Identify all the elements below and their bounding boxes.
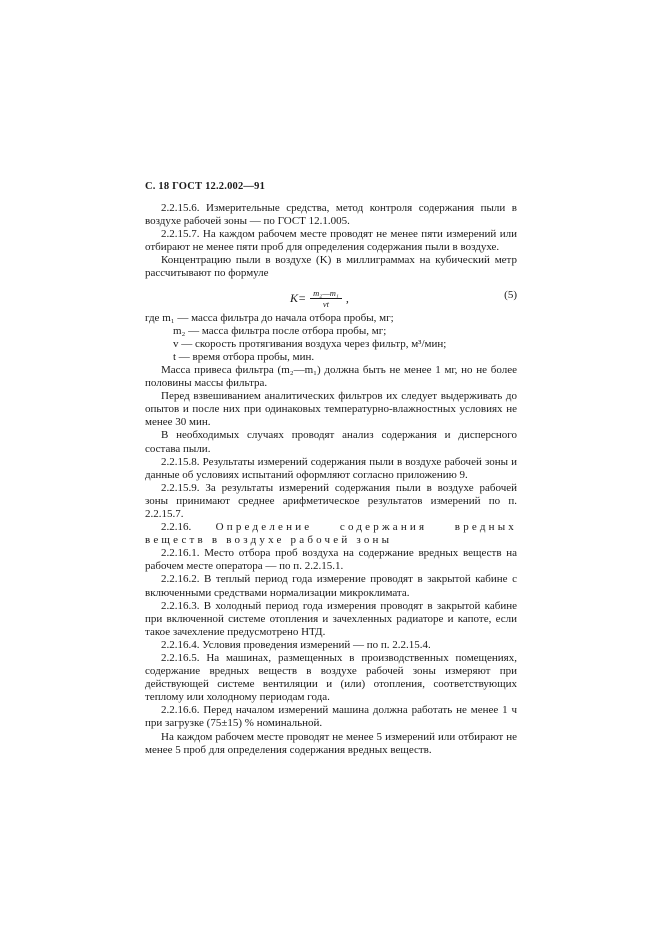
paragraph: 2.2.16.4. Условия проведения измерений — по п. 2.2.15.4. bbox=[161, 638, 431, 651]
formula-block bbox=[145, 283, 517, 311]
paragraph: Масса привеса фильтра (m₂—m₁) должна быть не менее 1 мг, но не более половины массы фильтра. bbox=[145, 363, 517, 390]
paragraph: 2.2.16.3. В холодный период года измерения проводят в закрытой кабине при включенной системе отопления и зачехленных радиаторе и капоте, если такое зачехление предусмотрено НТД. bbox=[145, 599, 517, 638]
definition-line: v — скорость протягивания воздуха через фильтр, м³/мин; bbox=[173, 337, 447, 350]
paragraph: 2.2.16.2. В теплый период года измерение проводят в закрытой кабине с включенными средствами нормализации микроклимата. bbox=[145, 573, 517, 599]
paragraph: 2.2.15.6. Измерительные средства, метод контроля содержания пыли в воздухе рабочей зоны — по ГОСТ 12.1.005. bbox=[145, 202, 517, 228]
page-header: С. 18 ГОСТ 12.2.002—91 bbox=[145, 181, 266, 192]
paragraph: 2.2.16.6. Перед началом измерений машина должна работать не менее 1 ч при загрузке (75±15) % номинальной. bbox=[145, 704, 517, 730]
paragraph: 2.2.15.7. На каждом рабочем месте проводят не менее пяти измерений или отбирают не менее пяти проб для определения содержания пыли в воздухе. bbox=[145, 228, 517, 254]
formula-denominator: vt bbox=[322, 298, 330, 309]
formula-expression bbox=[290, 288, 349, 309]
paragraph: 2.2.16.5. На машинах, размещенных в производственных помещениях, содержание вредных веществ в воздухе рабочей зоны измеряют при действующей системе вентиляции и (или) отопления, соответствующих теплому или холодному периодам года. bbox=[145, 652, 517, 704]
paragraph: На каждом рабочем месте проводят не менее 5 измерений или отбирают не менее 5 проб для определения содержания вредных веществ. bbox=[145, 730, 517, 756]
section-title: Определение содержания вредных веществ в воздухе рабочей зоны bbox=[145, 521, 517, 547]
paragraph: 2.2.15.8. Результаты измерений содержания пыли в воздухе рабочей зоны и данные об условиях испытаний оформляют согласно приложению 9. bbox=[145, 455, 517, 481]
paragraph: 2.2.16.1. Место отбора проб воздуха на содержание вредных веществ на рабочем месте оператора — по п. 2.2.15.1. bbox=[145, 547, 517, 573]
paragraph: Перед взвешиванием аналитических фильтров их следует выдерживать до опытов и после них при одинаковых температурно-влажностных условиях не менее 30 мин. bbox=[145, 390, 517, 429]
document-body bbox=[145, 202, 517, 757]
formula-numerator: m₂—m₁ bbox=[310, 288, 342, 299]
formula-fraction bbox=[310, 288, 342, 309]
paragraph: 2.2.15.9. За результаты измерений содержания пыли в воздухе рабочей зоны принимают среднее арифметическое результатов измерений по п. 2.2.15.7. bbox=[145, 481, 517, 520]
paragraph: Концентрацию пыли в воздухе (K) в миллиграммах на кубический метр рассчитывают по формуле bbox=[145, 254, 517, 280]
formula-lhs: K= bbox=[290, 290, 307, 305]
variable-definitions bbox=[145, 312, 517, 364]
section-heading bbox=[145, 521, 517, 547]
definition-line: t — время отбора пробы, мин. bbox=[173, 350, 315, 363]
definition-line: m₂ — масса фильтра после отбора пробы, мг; bbox=[173, 324, 387, 337]
formula-number: (5) bbox=[504, 288, 517, 301]
section-number: 2.2.16. bbox=[161, 521, 192, 534]
paragraph: В необходимых случаях проводят анализ содержания и дисперсного состава пыли. bbox=[145, 429, 517, 455]
definition-line: где m₁ — масса фильтра до начала отбора пробы, мг; bbox=[145, 311, 394, 324]
formula-trail: , bbox=[345, 290, 349, 305]
